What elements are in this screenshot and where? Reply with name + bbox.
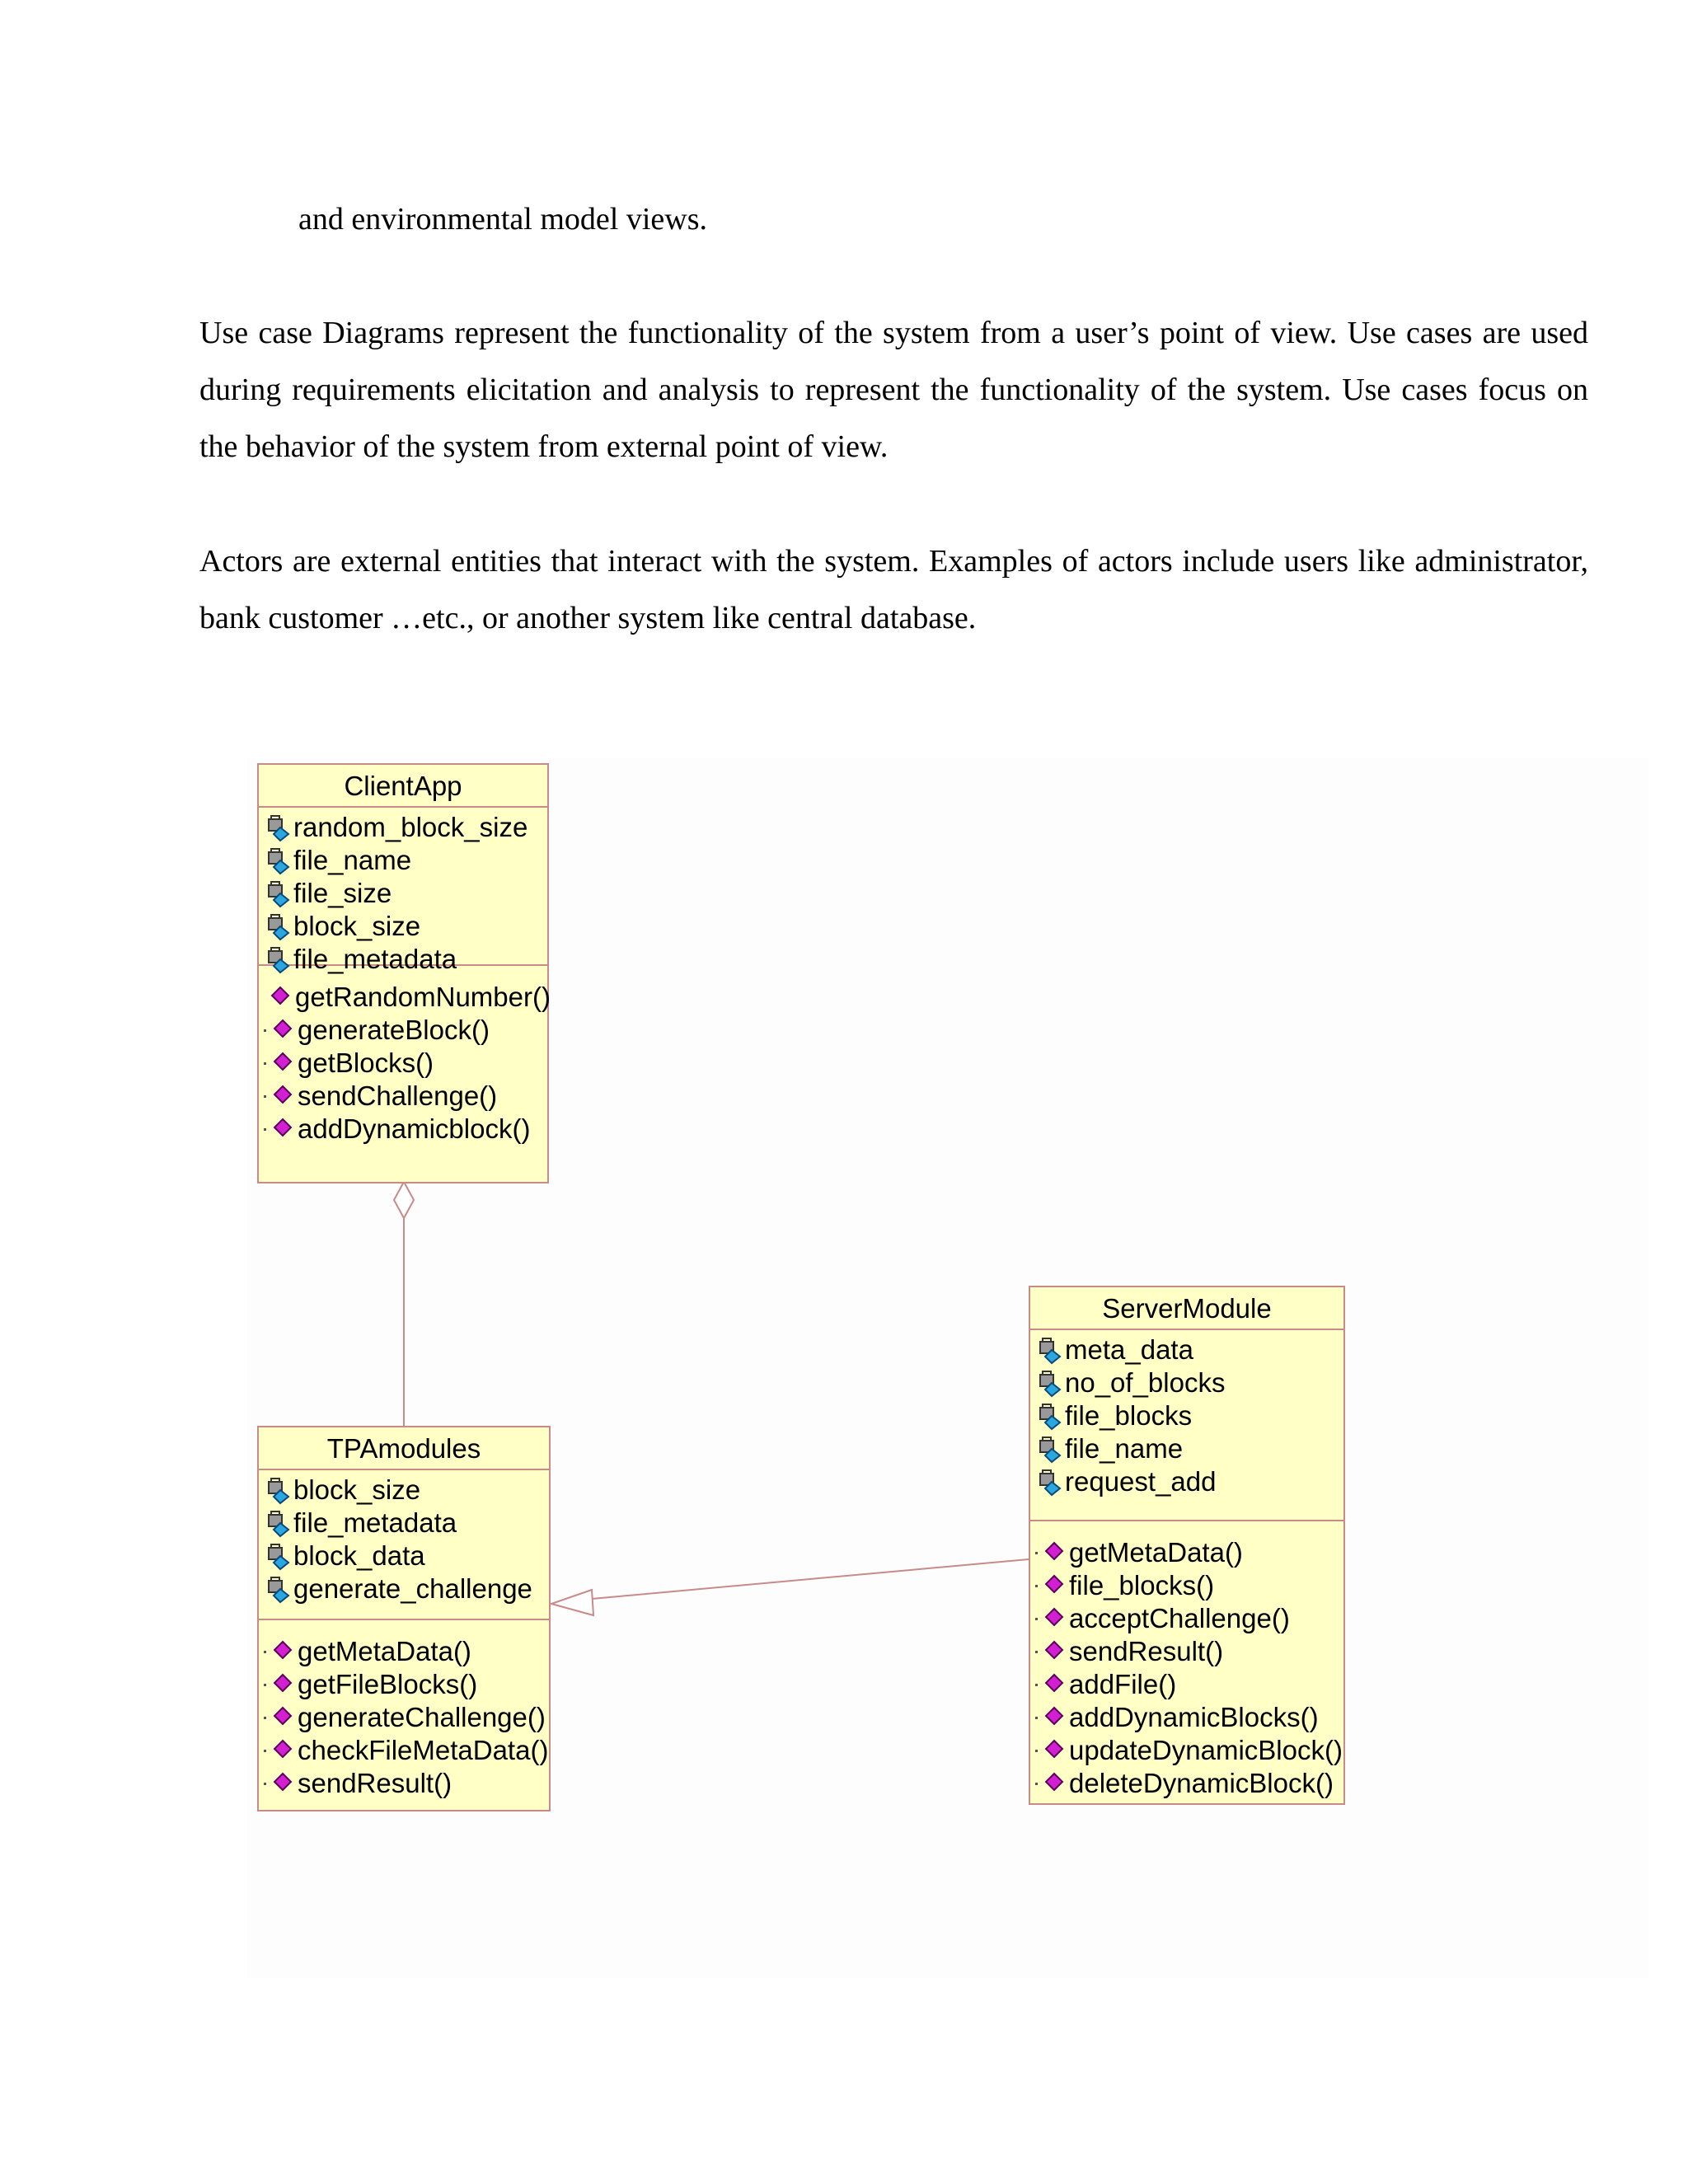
attribute-row: file_blocks: [1035, 1399, 1343, 1432]
attribute-row: generate_challenge: [264, 1572, 549, 1605]
operation-row: getRandomNumber(): [264, 981, 547, 1014]
attribute-row: file_metadata: [264, 1507, 549, 1540]
operation-row: getBlocks(): [264, 1047, 547, 1080]
attribute-compartment: [259, 808, 547, 974]
operation-row: acceptChallenge(): [1035, 1602, 1343, 1635]
operation-row: sendResult(): [1035, 1635, 1343, 1668]
operation-compartment: [259, 1620, 549, 1803]
attribute-row: file_name: [1035, 1432, 1343, 1465]
public-operation-icon: [265, 982, 295, 1012]
operation-row: generateChallenge(): [264, 1701, 549, 1734]
class-name: ServerModule: [1030, 1287, 1343, 1330]
private-attribute-icon: [1035, 1434, 1065, 1464]
private-attribute-icon: [264, 1541, 293, 1571]
class-name: TPAmodules: [259, 1427, 549, 1470]
attribute-row: no_of_blocks: [1035, 1366, 1343, 1399]
private-attribute-icon: [1035, 1335, 1065, 1365]
public-operation-icon: [1039, 1703, 1069, 1732]
attribute-compartment: [259, 1470, 549, 1620]
public-operation-icon: [268, 1637, 298, 1666]
class-servermodule[interactable]: [1029, 1286, 1345, 1805]
public-operation-icon: [1039, 1736, 1069, 1765]
public-operation-icon: [268, 1769, 298, 1798]
generalization-arrowhead: [551, 1590, 593, 1615]
private-attribute-icon: [1035, 1401, 1065, 1431]
private-attribute-icon: [264, 1574, 293, 1604]
attribute-row: block_size: [264, 1474, 549, 1507]
operation-row: addDynamicblock(): [264, 1113, 547, 1146]
operation-row: sendResult(): [264, 1767, 549, 1800]
public-operation-icon: [268, 1015, 298, 1045]
operation-row: getFileBlocks(): [264, 1668, 549, 1701]
private-attribute-icon: [264, 846, 293, 875]
class-tpamodules[interactable]: [257, 1426, 551, 1811]
generalization-line: [592, 1559, 1029, 1599]
operation-compartment: [1030, 1521, 1343, 1803]
actors-paragraph: Actors are external entities that interact with the system. Examples of actors include users like administrator, bank customer …etc., or another system like central database.: [199, 544, 1588, 635]
public-operation-icon: [1039, 1571, 1069, 1601]
public-operation-icon: [1039, 1769, 1069, 1798]
public-operation-icon: [1039, 1670, 1069, 1699]
public-operation-icon: [268, 1703, 298, 1732]
operation-row: updateDynamicBlock(): [1035, 1734, 1343, 1767]
private-attribute-icon: [1035, 1368, 1065, 1398]
attribute-row: file_name: [264, 844, 547, 877]
attribute-row: file_size: [264, 877, 547, 910]
private-attribute-icon: [264, 879, 293, 908]
attribute-row: block_size: [264, 910, 547, 943]
operation-row: addFile(): [1035, 1668, 1343, 1701]
public-operation-icon: [268, 1670, 298, 1699]
attribute-row: request_add: [1035, 1465, 1343, 1498]
attribute-row: meta_data: [1035, 1333, 1343, 1366]
operation-row: addDynamicBlocks(): [1035, 1701, 1343, 1734]
private-attribute-icon: [264, 1508, 293, 1538]
public-operation-icon: [268, 1048, 298, 1078]
operation-row: checkFileMetaData(): [264, 1734, 549, 1767]
public-operation-icon: [268, 1114, 298, 1144]
attribute-row: block_data: [264, 1540, 549, 1572]
operation-row: file_blocks(): [1035, 1569, 1343, 1602]
aggregation-diamond: [394, 1182, 414, 1218]
class-name: ClientApp: [259, 765, 547, 808]
private-attribute-icon: [264, 1475, 293, 1505]
operation-row: sendChallenge(): [264, 1080, 547, 1113]
intro-line: and environmental model views.: [298, 202, 707, 237]
public-operation-icon: [268, 1736, 298, 1765]
use-case-paragraph: Use case Diagrams represent the functionality of the system from a user’s point of view. Use cases are used during requirements elicitation and analysis to represent the functionality of the system. Use cases focus on the behavior of the system from external point of view.: [199, 316, 1588, 464]
public-operation-icon: [1039, 1538, 1069, 1568]
private-attribute-icon: [1035, 1467, 1065, 1497]
operation-row: deleteDynamicBlock(): [1035, 1767, 1343, 1800]
public-operation-icon: [1039, 1637, 1069, 1666]
operation-row: getMetaData(): [264, 1635, 549, 1668]
private-attribute-icon: [264, 912, 293, 941]
operation-compartment: [259, 966, 551, 1149]
public-operation-icon: [1039, 1604, 1069, 1633]
attribute-compartment: [1030, 1330, 1343, 1521]
operation-row: generateBlock(): [264, 1014, 547, 1047]
public-operation-icon: [268, 1081, 298, 1111]
private-attribute-icon: [264, 944, 293, 974]
class-clientapp[interactable]: [257, 763, 549, 1183]
private-attribute-icon: [264, 813, 293, 842]
attribute-row: file_metadata: [264, 943, 547, 976]
attribute-row: random_block_size: [264, 811, 547, 844]
operation-row: getMetaData(): [1035, 1536, 1343, 1569]
